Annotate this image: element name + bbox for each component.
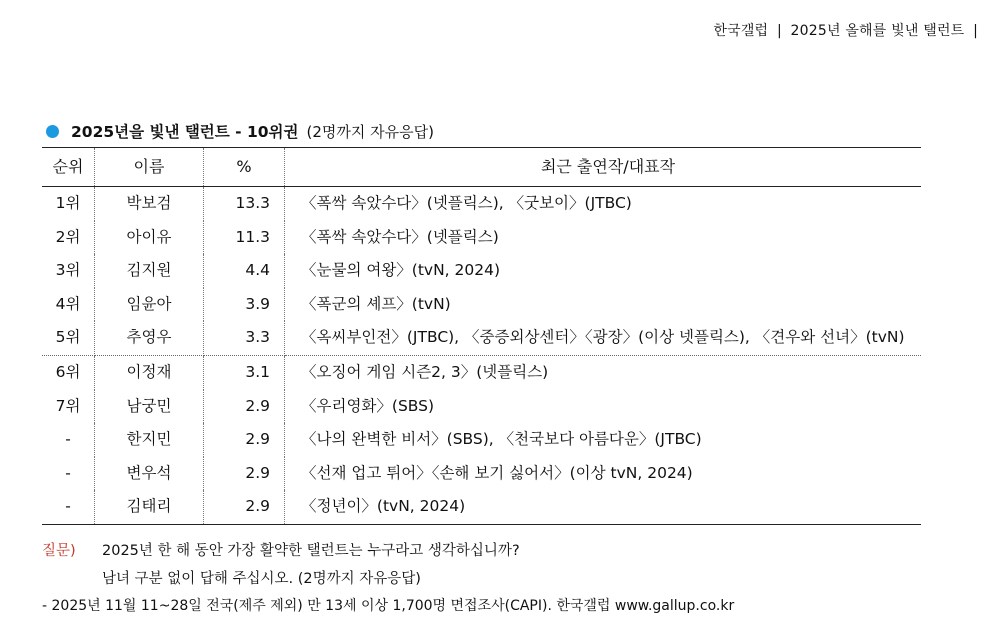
pct-cell: 2.9 [204, 457, 285, 491]
section-title-text: 2025년을 빛낸 탤런트 - 10위권 [71, 123, 299, 141]
rank-cell: 7위 [42, 390, 95, 424]
question-line-1 [42, 537, 520, 565]
ranking-table [42, 147, 921, 525]
question-line-2 [42, 565, 520, 593]
name-cell: 추영우 [95, 321, 204, 355]
rank-cell: 5위 [42, 321, 95, 355]
header-separator: | [776, 23, 782, 39]
table-row [42, 221, 921, 255]
works-cell: 〈오징어 게임 시즌2, 3〉(넷플릭스) [301, 363, 549, 382]
question-text-1: 2025년 한 해 동안 가장 활약한 탤런트는 누구라고 생각하십니까? [102, 543, 520, 559]
pct-cell: 2.9 [204, 490, 285, 524]
table-row [42, 490, 921, 524]
name-cell: 변우석 [95, 457, 204, 491]
question-label: 질문) [42, 543, 76, 559]
name-cell: 김태리 [95, 490, 204, 524]
rank-cell: 4위 [42, 288, 95, 322]
header-works: 최근 출연작/대표작 [285, 148, 922, 187]
works-cell: 〈폭군의 셰프〉(tvN) [301, 294, 451, 313]
pct-cell: 4.4 [204, 254, 285, 288]
name-cell: 남궁민 [95, 390, 204, 424]
header-rank: 순위 [42, 148, 95, 187]
pct-cell: 13.3 [204, 187, 285, 221]
table-row [42, 423, 921, 457]
rank-cell: - [42, 423, 95, 457]
works-cell: 〈눈물의 여왕〉(tvN, 2024) [301, 261, 501, 280]
rank-cell: - [42, 457, 95, 491]
header-pct: % [204, 148, 285, 187]
table-header-row [42, 148, 921, 187]
name-cell: 한지민 [95, 423, 204, 457]
table-row [42, 288, 921, 322]
rank-cell: 3위 [42, 254, 95, 288]
name-cell: 아이유 [95, 221, 204, 255]
rank-cell: 2위 [42, 221, 95, 255]
works-cell: 〈정년이〉(tvN, 2024) [285, 490, 922, 524]
pct-cell: 3.9 [204, 288, 285, 322]
survey-question [42, 537, 520, 593]
name-cell: 임윤아 [95, 288, 204, 322]
report-header [713, 20, 982, 40]
table-row [42, 321, 921, 355]
org-name: 한국갤럽 [713, 23, 769, 39]
pct-cell: 2.9 [204, 423, 285, 457]
rank-cell: 6위 [42, 355, 95, 389]
works-cell: 〈선재 업고 튀어〉〈손해 보기 싫어서〉(이상 tvN, 2024) [301, 463, 693, 482]
name-cell: 박보검 [95, 187, 204, 221]
header-separator-end: | [973, 23, 978, 39]
pct-cell: 2.9 [204, 390, 285, 424]
report-name: 2025년 올해를 빛낸 탤런트 [790, 23, 965, 39]
works-cell: 〈옥씨부인전〉(JTBC), 〈중증외상센터〉〈광장〉(이상 넷플릭스), 〈견우와 선녀〉(tvN) [285, 321, 922, 355]
section-subtitle: (2명까지 자유응답) [306, 122, 434, 141]
works-cell: 〈폭싹 속았수다〉(넷플릭스) [301, 227, 499, 246]
works-cell: 〈나의 완벽한 비서〉(SBS), 〈천국보다 아름다운〉(JTBC) [301, 430, 702, 449]
rank-cell: - [42, 490, 95, 524]
survey-footnote: - 2025년 11월 11~28일 전국(제주 제외) 만 13세 이상 1,700명 면접조사(CAPI). 한국갤럽 www.gallup.co.kr [42, 598, 735, 614]
pct-cell: 3.1 [204, 355, 285, 389]
table-row [42, 355, 921, 389]
table-row [42, 254, 921, 288]
table-row [42, 187, 921, 221]
table-row [42, 457, 921, 491]
table-row [42, 390, 921, 424]
works-cell: 〈폭싹 속았수다〉(넷플릭스), 〈굿보이〉(JTBC) [301, 194, 632, 213]
rank-cell: 1위 [42, 187, 95, 221]
pct-cell: 3.3 [204, 321, 285, 355]
header-name: 이름 [95, 148, 204, 187]
name-cell: 이정재 [95, 355, 204, 389]
section-title [46, 120, 434, 142]
pct-cell: 11.3 [204, 221, 285, 255]
bullet-icon [46, 125, 59, 138]
works-cell: 〈우리영화〉(SBS) [301, 396, 435, 415]
question-text-2: 남녀 구분 없이 답해 주십시오. (2명까지 자유응답) [102, 571, 421, 587]
name-cell: 김지원 [95, 254, 204, 288]
